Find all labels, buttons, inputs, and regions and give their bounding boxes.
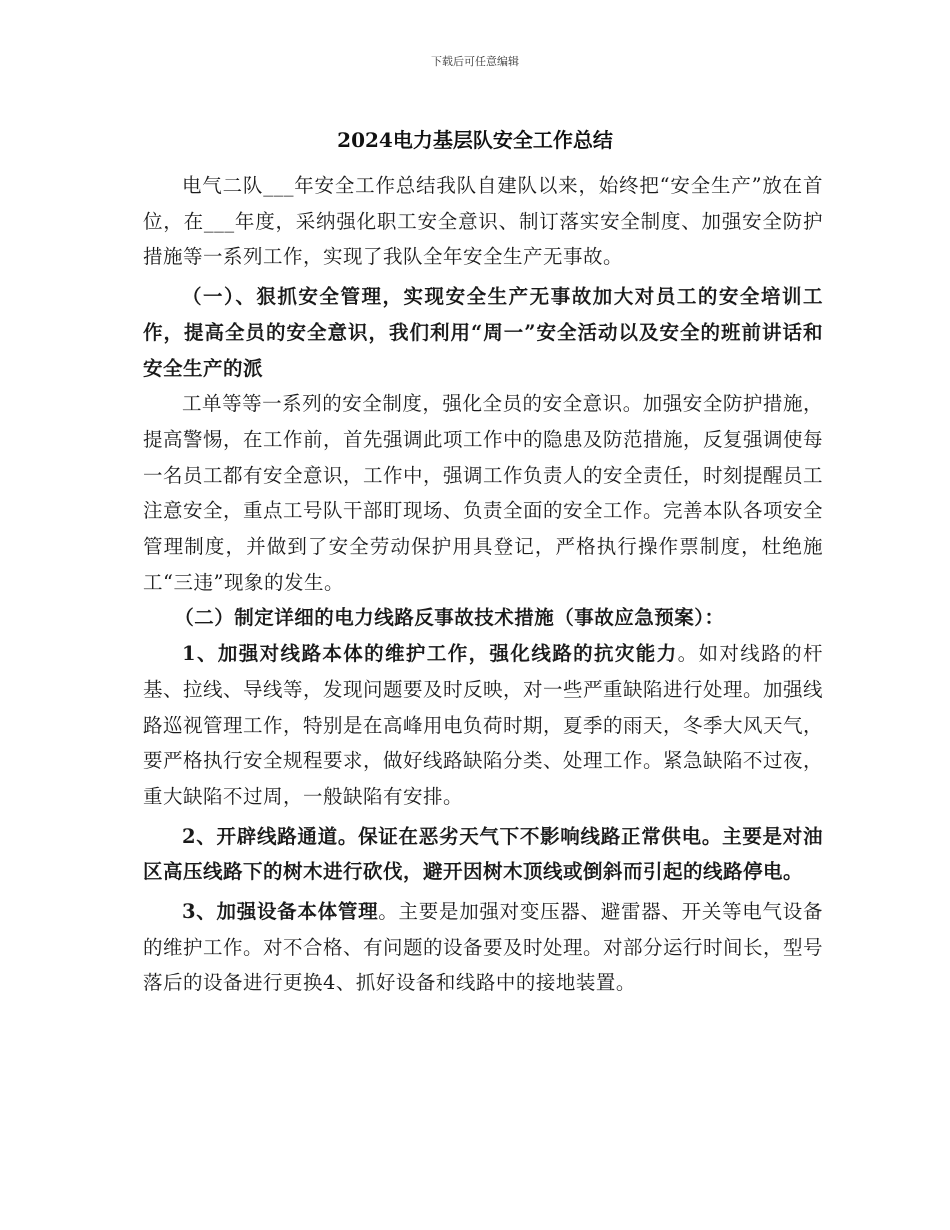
item-3-text: 。主要是加强对变压器、避雷器、开关等电气设备的维护工作。对不合格、有问题的设备要及时处理。对部分运行时间长，型号落后的设备进行更换4、抓好设备和线路中的接地装置。 [143,900,824,995]
item-1-text: 。如对线路的杆基、拉线、导线等，发现问题要及时反映，对一些严重缺陷进行处理。加强线路巡视管理工作，特别是在高峰用电负荷时期，夏季的雨天，冬季大风天气，要严格执行安全规程要求，做好线路缺陷分类、处理工作。紧急缺陷不过夜，重大缺陷不过周，一般缺陷有安排。 [143,642,824,808]
document-title: 2024电力基层队安全工作总结 [337,128,613,152]
section-heading-2: （二）制定详细的电力线路反事故技术措施（事故应急预案）： [174,606,725,630]
item-3-heading: 3、加强设备本体管理 [182,900,379,924]
document-body [143,168,823,1001]
header-note: 下载后可任意编辑 [431,55,519,68]
paragraph-intro: 电气二队___年安全工作总结我队自建队以来，始终把“安全生产”放在首位，在___年度，采纳强化职工安全意识、制订落实安全制度、加强安全防护措施等一系列工作，实现了我队全年安全生产无事故。 [143,174,823,269]
section-heading-1: （一）、狠抓安全管理，实现安全生产无事故加大对员工的安全培训工作，提高全员的安全意识，我们利用“周一”安全活动以及安全的班前讲话和安全生产的派 [143,285,823,380]
paragraph-item-1 [143,636,823,815]
paragraph-safety-measures: 工单等等一系列的安全制度，强化全员的安全意识。加强安全防护措施，提高警惕，在工作前，首先强调此项工作中的隐患及防范措施，反复强调使每一名员工都有安全意识，工作中，强调工作负责人的安全责任，时刻提醒员工注意安全，重点工号队干部盯现场、负责全面的安全工作。完善本队各项安全管理制度，并做到了安全劳动保护用具登记，严格执行操作票制度，杜绝施工“三违”现象的发生。 [143,392,824,594]
paragraph-item-2: 2、开辟线路通道。保证在恶劣天气下不影响线路正常供电。主要是对油区高压线路下的树木进行砍伐，避开因树木顶线或倒斜而引起的线路停电。 [143,824,823,884]
item-1-heading: 1、加强对线路本体的维护工作，强化线路的抗灾能力 [182,642,678,666]
paragraph-item-3 [143,894,823,1001]
